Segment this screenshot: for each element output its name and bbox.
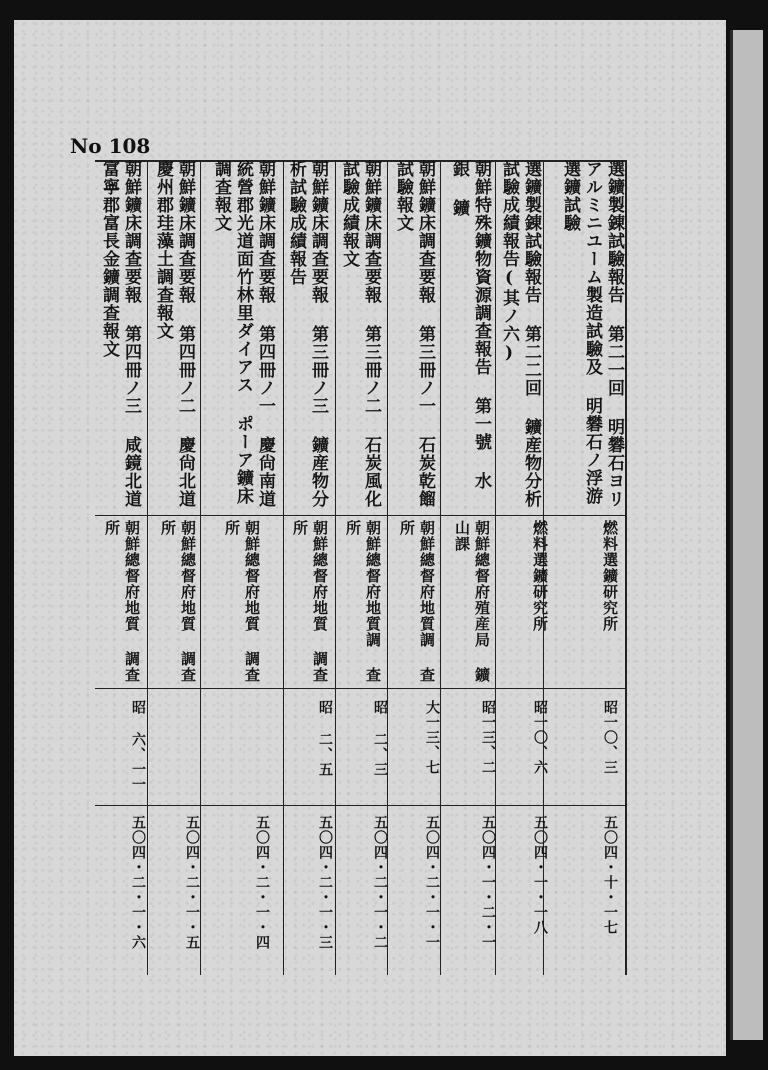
entry-date: 昭 二、五 [317, 700, 333, 777]
entry-title: 選鑛製錬試驗報告 第二二回 鑛産物分析試驗成績報告(其ノ六) [499, 160, 541, 508]
entry-title: 朝鮮鑛床調查要報 第三冊ノ二 石炭風化試驗成績報文 [339, 160, 381, 508]
entry-code: 五〇四・二・一・二 [372, 815, 388, 950]
entry-publisher: 朝鮮總督府地質 調查所 [223, 520, 261, 683]
entry-date: 大一三、七 [424, 700, 440, 775]
adjacent-page-edge [730, 30, 763, 1040]
entry-publisher: 朝鮮總督府地質調 查所 [344, 520, 382, 683]
entry-code: 五〇四・十・一七 [602, 815, 618, 935]
entry-title: 朝鮮鑛床調查要報 第四冊ノ二 慶尙北道慶州郡珪藻土調查報文 [153, 160, 195, 508]
entry-title: 朝鮮鑛床調查要報 第三冊ノ三 鑛産物分析試驗成績報告 [286, 160, 328, 508]
entry-title: 朝鮮鑛床調查要報 第四冊ノ一 慶尙南道統營郡光道面竹林里ダイアス ポーア鑛床調查報文 [211, 160, 275, 508]
entry-title: 朝鮮鑛床調查要報 第四冊ノ三 咸鏡北道富寧郡富長金鑛調查報文 [99, 160, 141, 508]
entry-publisher: 朝鮮總督府地質 調查所 [159, 520, 197, 683]
entry-code: 五〇四・一・二・一 [480, 815, 496, 950]
entry-code: 五〇四・二・一・三 [317, 815, 333, 950]
entry-code: 五〇四・二・一・四 [254, 815, 270, 950]
entry-code: 五〇四・一・一八 [532, 815, 548, 935]
entry-date: 昭 二、三 [372, 700, 388, 777]
entry-publisher: 朝鮮總督府地質調 查所 [398, 520, 436, 683]
row-divider [283, 160, 284, 975]
entry-code: 五〇四・二・一・一 [424, 815, 440, 950]
row-divider [335, 160, 336, 975]
entry-publisher: 朝鮮總督府地質 調查所 [291, 520, 329, 683]
entry-title: 朝鮮鑛床調查要報 第三冊ノ一 石炭乾餾試驗報文 [393, 160, 435, 508]
entry-title: 選鑛製錬試驗報告 第二一回 明礬石ヨリアルミニユーム製造試驗及 明礬石ノ浮游選鑛試驗 [560, 160, 624, 508]
page-number: No 108 [70, 134, 151, 158]
entry-publisher: 朝鮮總督府地質 調查所 [103, 520, 141, 683]
entry-date: 昭一三、二 [480, 700, 496, 775]
entry-code: 五〇四・二・一・六 [130, 815, 146, 950]
entry-date: 昭一〇、三 [602, 700, 618, 775]
entry-publisher: 朝鮮總督府殖産局 鑛山課 [453, 520, 491, 683]
entry-publisher: 燃料選鑛研究所 [531, 520, 549, 632]
table-right-rule [625, 160, 627, 975]
title-org-rule [95, 515, 625, 516]
entry-date: 昭 六、一一 [130, 700, 146, 792]
entry-date [162, 700, 202, 810]
entry-code: 五〇四・二・一・五 [184, 815, 200, 950]
entry-date [232, 700, 272, 810]
entry-publisher: 燃料選鑛研究所 [601, 520, 619, 632]
entry-date: 昭一〇、六 [532, 700, 548, 775]
entry-title: 朝鮮特殊鑛物資源調查報告 第一號 水 銀 鑛 [449, 160, 491, 490]
